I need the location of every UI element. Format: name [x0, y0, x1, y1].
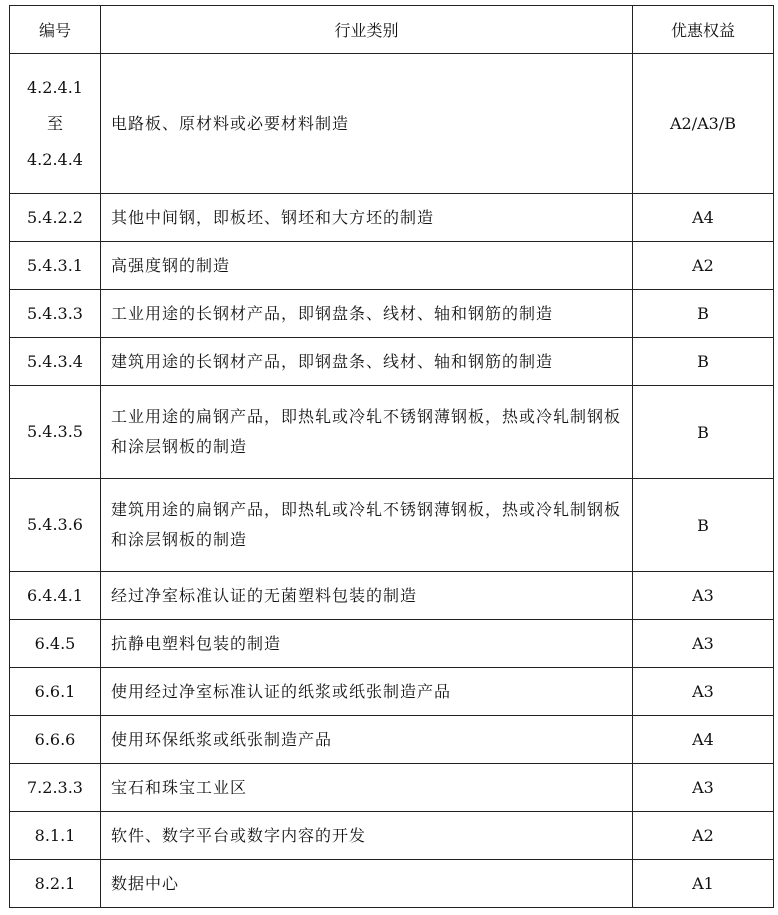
row-code: 5.4.3.4: [10, 338, 101, 386]
header-row: [10, 6, 774, 54]
table-row: [10, 479, 774, 572]
row-category: 宝石和珠宝工业区: [101, 764, 633, 812]
row-code: 6.4.5: [10, 620, 101, 668]
row-benefit: B: [633, 479, 774, 572]
table-row: [10, 290, 774, 338]
row-benefit: B: [633, 290, 774, 338]
header-benefit: 优惠权益: [633, 6, 774, 54]
table-row: [10, 668, 774, 716]
row-code: 6.6.1: [10, 668, 101, 716]
row-category: 建筑用途的长钢材产品，即钢盘条、线材、轴和钢筋的制造: [101, 338, 633, 386]
row-benefit: A2: [633, 242, 774, 290]
row-benefit: A4: [633, 194, 774, 242]
row-code: 5.4.3.1: [10, 242, 101, 290]
row-code: 6.6.6: [10, 716, 101, 764]
header-category: 行业类别: [101, 6, 633, 54]
row-code: 8.2.1: [10, 860, 101, 908]
table-row: [10, 812, 774, 860]
table-row: [10, 620, 774, 668]
row-category: 高强度钢的制造: [101, 242, 633, 290]
row-code: 5.4.3.3: [10, 290, 101, 338]
row-benefit: A2/A3/B: [633, 54, 774, 194]
row-benefit: B: [633, 386, 774, 479]
row-category: 工业用途的长钢材产品，即钢盘条、线材、轴和钢筋的制造: [101, 290, 633, 338]
row-benefit: A3: [633, 764, 774, 812]
row-benefit: A1: [633, 860, 774, 908]
table-row: [10, 860, 774, 908]
row-category: 建筑用途的扁钢产品，即热轧或冷轧不锈钢薄钢板，热或冷轧制钢板和涂层钢板的制造: [101, 479, 633, 572]
row-benefit: B: [633, 338, 774, 386]
table-row: [10, 386, 774, 479]
row-category: 其他中间钢，即板坯、钢坯和大方坯的制造: [101, 194, 633, 242]
row-category: 使用经过净室标准认证的纸浆或纸张制造产品: [101, 668, 633, 716]
table-row: [10, 572, 774, 620]
row-code-end: 4.2.4.4: [27, 149, 83, 169]
row-category: 软件、数字平台或数字内容的开发: [101, 812, 633, 860]
row-code: [10, 54, 101, 194]
row-code: 7.2.3.3: [10, 764, 101, 812]
row-code: 5.4.3.6: [10, 479, 101, 572]
table-row: [10, 716, 774, 764]
header-code: 编号: [10, 6, 101, 54]
row-category: 数据中心: [101, 860, 633, 908]
row-code: 5.4.3.5: [10, 386, 101, 479]
row-code-to: 至: [46, 113, 63, 133]
row-benefit: A4: [633, 716, 774, 764]
row-code: 6.4.4.1: [10, 572, 101, 620]
row-code-start: 4.2.4.1: [27, 77, 83, 97]
row-category: 使用环保纸浆或纸张制造产品: [101, 716, 633, 764]
table-row: [10, 764, 774, 812]
row-benefit: A3: [633, 572, 774, 620]
table-row: [10, 338, 774, 386]
incentive-table: [9, 5, 774, 908]
row-benefit: A2: [633, 812, 774, 860]
table-row: [10, 194, 774, 242]
table-row: [10, 242, 774, 290]
row-category: 经过净室标准认证的无菌塑料包装的制造: [101, 572, 633, 620]
row-code: 5.4.2.2: [10, 194, 101, 242]
row-benefit: A3: [633, 668, 774, 716]
row-category: 工业用途的扁钢产品，即热轧或冷轧不锈钢薄钢板，热或冷轧制钢板和涂层钢板的制造: [101, 386, 633, 479]
row-code: 8.1.1: [10, 812, 101, 860]
row-benefit: A3: [633, 620, 774, 668]
row-category: 抗静电塑料包装的制造: [101, 620, 633, 668]
table-row: [10, 54, 774, 194]
row-category: 电路板、原材料或必要材料制造: [101, 54, 633, 194]
